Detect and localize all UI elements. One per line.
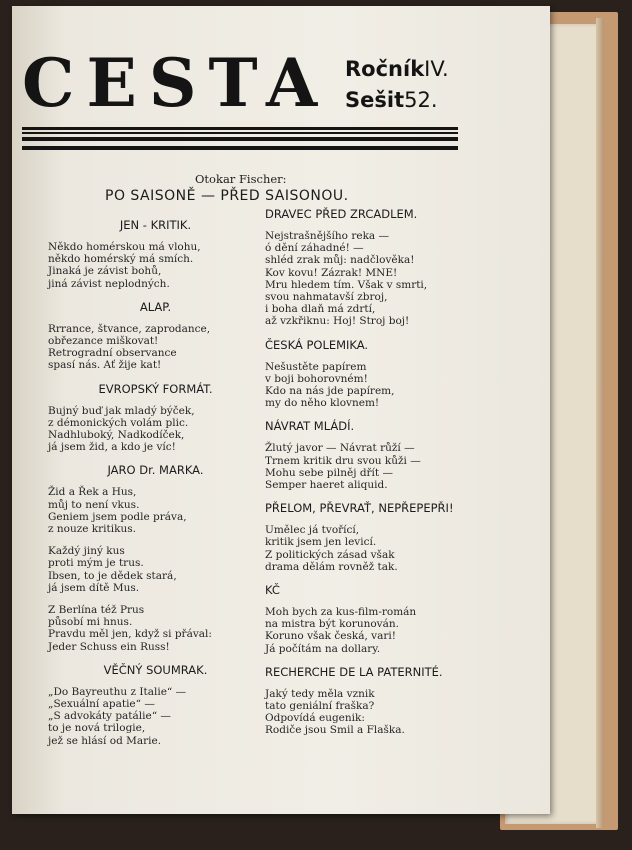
poem-line: Z politických zásad však	[265, 548, 395, 561]
poem-line: „Sexuální apatie“ —	[48, 698, 155, 711]
poem-line: někdo homérský má smích.	[48, 253, 194, 266]
poem-title: EVROPSKÝ FORMÁT.	[98, 381, 213, 396]
issue-label: Sešit	[345, 88, 405, 112]
poem-line: v boji bohorovném!	[265, 372, 368, 385]
poem-title: VĚČNÝ SOUMRAK.	[103, 662, 208, 677]
left-column	[48, 218, 263, 757]
poem-stanza	[265, 606, 505, 655]
poem-line: Semper haeret aliquid.	[265, 479, 388, 492]
poem-stanza	[48, 486, 263, 535]
poem-line: Rrrance, štvance, zaprodance,	[48, 322, 211, 335]
poem-section	[265, 419, 505, 491]
poem-section	[48, 300, 263, 372]
volume-value: IV.	[424, 57, 449, 81]
poem-line: to je nová trilogie,	[48, 722, 146, 735]
poem-line: Nadhluboký, Nadkodíček,	[48, 429, 185, 442]
masthead-rule	[22, 137, 458, 141]
poem-line: až vzkřiknu: Hoj! Stroj boj!	[265, 315, 410, 328]
poem-section	[48, 663, 263, 747]
poem-title: KČ	[265, 583, 280, 598]
poem-line: Kov kovu! Zázrak! MNE!	[265, 266, 398, 279]
poem-section	[48, 463, 263, 652]
poem-line: působí mi hnus.	[48, 616, 133, 629]
poem-section	[265, 583, 505, 655]
poem-line: Mohu sebe pilněj dřít —	[265, 466, 393, 479]
poem-stanza	[48, 604, 263, 653]
volume-line	[345, 54, 449, 85]
poem-line: Moh bych za kus-film-román	[265, 606, 417, 619]
poem-line: Geniem jsem podle práva,	[48, 510, 187, 523]
poem-line: Rodiče jsou Smil a Flaška.	[265, 724, 405, 737]
poem-line: jež se hlásí od Marie.	[48, 734, 162, 747]
masthead-rule	[22, 146, 458, 150]
issue-info	[345, 54, 449, 116]
poem-stanza	[265, 688, 505, 737]
poem-line: Trnem kritik dru svou kůži —	[265, 454, 421, 467]
poem-line: Bujný buď jak mladý býček,	[48, 404, 195, 417]
poem-section	[48, 218, 263, 290]
poem-line: Odpovídá eugenik:	[265, 712, 365, 725]
poem-line: Nešustěte papírem	[265, 360, 367, 373]
poem-line: z démonických volám plic.	[48, 416, 189, 429]
poem-line: Z Berlína též Prus	[48, 604, 145, 617]
poem-stanza	[48, 323, 263, 372]
poem-line: shléd zrak můj: nadčlověka!	[265, 254, 415, 267]
poem-stanza	[265, 442, 505, 491]
poem-line: tato geniální fraška?	[265, 700, 375, 713]
poem-stanza	[48, 545, 263, 594]
poem-line: obřezance miškovat!	[48, 335, 159, 348]
issue-value: 52.	[404, 88, 438, 112]
poem-line: Kdo na nás jde papírem,	[265, 385, 395, 398]
right-column	[265, 207, 505, 747]
poem-line: Žlutý javor — Návrat růží —	[265, 442, 415, 455]
page-stack-edge	[596, 18, 604, 828]
poem-line: Umělec já tvořící,	[265, 524, 360, 537]
masthead-rule	[22, 127, 458, 130]
poem-title: RECHERCHE DE LA PATERNITÉ.	[265, 664, 443, 679]
poem-line: ó dění záhadné! —	[265, 242, 364, 255]
poem-line: Někdo homérskou má vlohu,	[48, 241, 201, 253]
poem-line: drama dělám rovněž tak.	[265, 560, 398, 573]
poem-stanza	[48, 686, 263, 747]
poem-title: DRAVEC PŘED ZRCADLEM.	[265, 207, 418, 221]
poem-line: Koruno však česká, vari!	[265, 630, 396, 643]
poem-line: „Do Bayreuthu z Italie“ —	[48, 685, 187, 698]
poem-line: Jinaká je závist bohů,	[48, 265, 162, 278]
poem-line: i boha dlaň má zdrtí,	[265, 303, 376, 316]
poem-stanza	[265, 524, 505, 573]
poem-line: svou nahmatavší zbroj,	[265, 291, 388, 304]
poem-line: Ibsen, to je dědek stará,	[48, 569, 177, 582]
magazine-title: CESTA	[22, 44, 330, 122]
poem-section	[265, 501, 505, 573]
poem-title: NÁVRAT MLÁDÍ.	[265, 419, 355, 434]
poem-line: Jeder Schuss ein Russ!	[48, 640, 170, 653]
poem-stanza	[48, 241, 263, 290]
poem-section	[265, 665, 505, 737]
poem-line: Každý jiný kus	[48, 545, 125, 558]
poem-title: JEN - KRITIK.	[119, 218, 192, 232]
poem-line: proti mým je trus.	[48, 557, 144, 570]
poem-section	[48, 382, 263, 454]
poem-title: PŘELOM, PŘEVRAŤ, NEPŘEPEPŘI!	[265, 501, 454, 516]
poem-line: Jaký tedy měla vznik	[265, 687, 375, 700]
issue-line	[345, 85, 449, 116]
poem-line: „S advokáty patálie“ —	[48, 710, 171, 723]
poem-line: jiná závist neplodných.	[48, 277, 170, 290]
poem-line: Nejstrašnějšího reka —	[265, 230, 390, 242]
poem-title: ČESKÁ POLEMIKA.	[265, 337, 369, 352]
poem-line: my do něho klovnem!	[265, 397, 380, 410]
volume-label: Ročník	[345, 57, 425, 81]
article-title: PO SAISONĚ — PŘED SAISONOU.	[105, 188, 349, 204]
poem-line: kritik jsem jen levicí.	[265, 536, 377, 549]
poem-title: ALAP.	[139, 299, 172, 314]
poem-line: Žid a Řek a Hus,	[48, 486, 137, 499]
poem-line: Pravdu měl jen, když si přával:	[48, 628, 212, 641]
poem-section	[265, 207, 505, 328]
poem-stanza	[265, 361, 505, 410]
article-author: Otokar Fischer:	[195, 172, 287, 186]
poem-line: já jsem dítě Mus.	[48, 581, 140, 594]
poem-line: Mru hledem tím. Však v smrti,	[265, 278, 428, 291]
poem-stanza	[265, 230, 505, 328]
poem-title: JARO Dr. MARKA.	[107, 463, 204, 478]
poem-stanza	[48, 405, 263, 454]
poem-line: já jsem žid, a kdo je víc!	[48, 441, 176, 454]
poem-line: Retrogradní observance	[48, 347, 177, 360]
poem-line: z nouze kritikus.	[48, 523, 136, 536]
masthead-rule	[22, 132, 458, 134]
poem-line: na mistra být korunován.	[265, 618, 399, 631]
poem-line: můj to není vkus.	[48, 498, 140, 511]
poem-line: Já počítám na dollary.	[265, 642, 381, 655]
poem-section	[265, 338, 505, 410]
poem-line: spasí nás. Ať žije kat!	[48, 359, 162, 372]
